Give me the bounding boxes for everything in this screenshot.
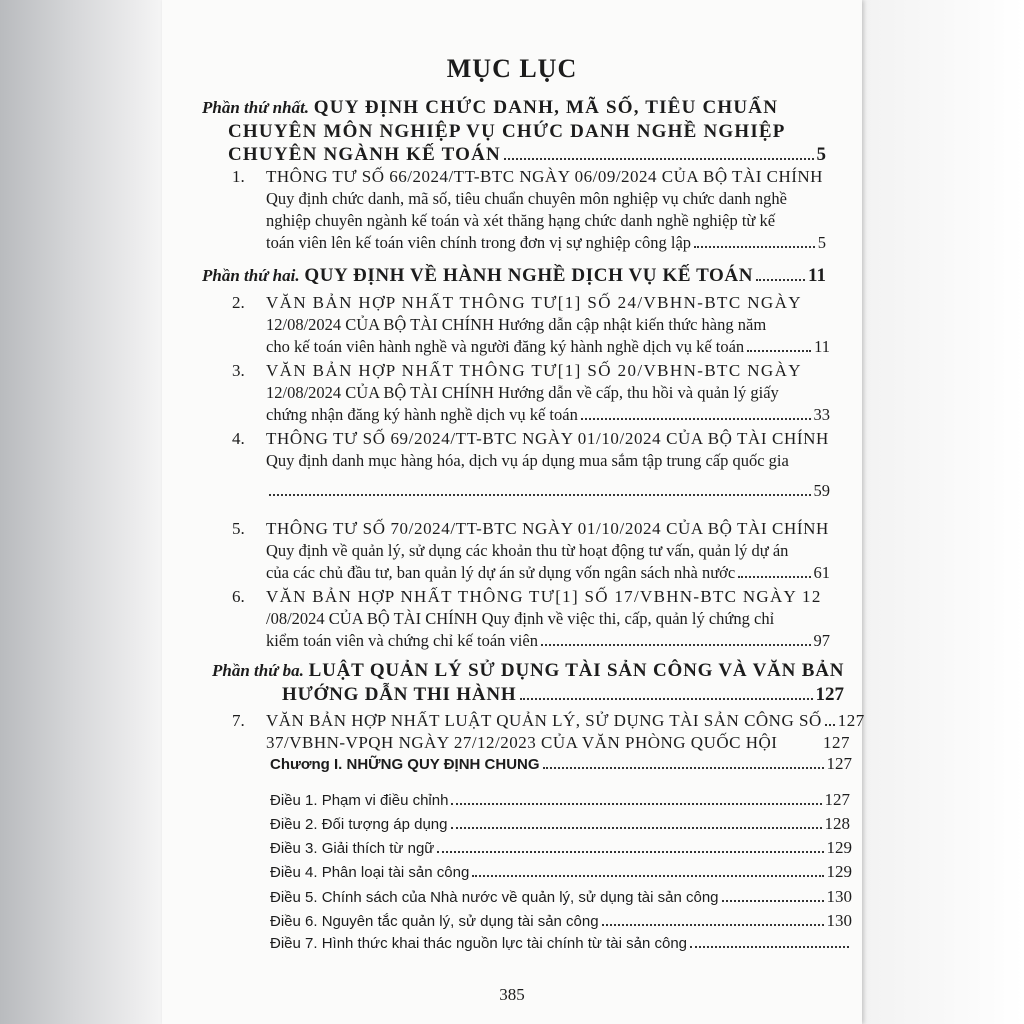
leader-dots — [504, 158, 814, 160]
part-3-title-line-2: HƯỚNG DẪN THI HÀNH — [282, 684, 517, 705]
leader-dots — [472, 875, 823, 877]
part-1-page: 5 — [816, 144, 826, 165]
entry-desc-line: 12/08/2024 CỦA BỘ TÀI CHÍNH Hướng dẫn cập nhật kiến thức hàng năm — [266, 315, 767, 334]
leader-dots — [756, 279, 805, 281]
entry-7-line-2 — [266, 732, 850, 754]
entry-title: THÔNG TƯ SỐ 66/2024/TT-BTC NGÀY 06/09/2024 CỦA BỘ TÀI CHÍNH — [266, 167, 823, 186]
entry-page: 59 — [813, 481, 830, 500]
entry-number: 1. — [232, 167, 245, 186]
article-row[interactable] — [270, 838, 852, 858]
background-right — [862, 0, 1024, 1024]
leader-dots — [581, 418, 811, 420]
part-2-title: QUY ĐỊNH VỀ HÀNH NGHỀ DỊCH VỤ KẾ TOÁN — [304, 265, 754, 286]
leader-dots — [543, 767, 824, 769]
toc-entry-7[interactable] — [232, 710, 865, 754]
part-3-title-line-2-row[interactable] — [282, 684, 844, 706]
part-3-heading — [212, 660, 845, 682]
entry-last-line — [266, 336, 830, 358]
entry-title: VĂN BẢN HỢP NHẤT THÔNG TƯ[1] SỐ 17/VBHN-BTC NGÀY 12 — [266, 587, 822, 606]
leader-dots — [541, 644, 811, 646]
part-1-title-line-2: CHUYÊN MÔN NGHIỆP VỤ CHỨC DANH NGHỀ NGHIỆP — [228, 121, 786, 142]
leader-dots — [722, 900, 824, 902]
article-row[interactable] — [270, 935, 852, 952]
entry-desc-line: chứng nhận đăng ký hành nghề dịch vụ kế toán — [266, 405, 578, 424]
entry-desc-line: nghiệp chuyên ngành kế toán và xét thăng hạng chức danh nghề nghiệp từ kế — [266, 211, 776, 230]
part-1-lead: Phần thứ nhất. — [202, 98, 310, 117]
part-3-lead: Phần thứ ba. — [212, 661, 304, 680]
leader-dots — [451, 827, 822, 829]
toc-entry-6[interactable] — [232, 586, 830, 652]
entry-number: 6. — [232, 587, 245, 606]
article-page: 128 — [824, 814, 850, 833]
chapter-1-page: 127 — [826, 754, 852, 773]
entry-number: 3. — [232, 361, 245, 380]
entry-last-line — [266, 480, 830, 502]
entry-desc-line: cho kế toán viên hành nghề và người đăng ký hành nghề dịch vụ kế toán — [266, 337, 745, 356]
leader-dots — [269, 494, 811, 496]
entry-page: 11 — [814, 337, 830, 356]
entry-desc-line: của các chủ đầu tư, ban quản lý dự án sử dụng vốn ngân sách nhà nước — [266, 563, 736, 582]
article-page: 130 — [826, 911, 852, 930]
article-row[interactable] — [270, 862, 852, 882]
entry-page: 33 — [813, 405, 830, 424]
toc-entry-3[interactable] — [232, 360, 830, 426]
chapter-1-title: Chương I. NHỮNG QUY ĐỊNH CHUNG — [270, 756, 540, 773]
entry-title: VĂN BẢN HỢP NHẤT THÔNG TƯ[1] SỐ 20/VBHN-BTC NGÀY — [266, 361, 802, 380]
part-1-heading — [202, 97, 824, 143]
entry-page: 61 — [813, 563, 830, 582]
entry-title: VĂN BẢN HỢP NHẤT THÔNG TƯ[1] SỐ 24/VBHN-BTC NGÀY — [266, 293, 802, 312]
page-number: 385 — [499, 985, 525, 1004]
entry-desc-line: 12/08/2024 CỦA BỘ TÀI CHÍNH Hướng dẫn về cấp, thu hồi và quản lý giấy — [266, 383, 779, 402]
book-page — [162, 0, 865, 1024]
part-1-title-line-1: QUY ĐỊNH CHỨC DANH, MÃ SỐ, TIÊU CHUẨN — [313, 97, 779, 118]
article-page: 130 — [826, 887, 852, 906]
entry-last-line — [266, 630, 830, 652]
entry-title: THÔNG TƯ SỐ 70/2024/TT-BTC NGÀY 01/10/2024 CỦA BỘ TÀI CHÍNH — [266, 519, 829, 538]
leader-dots — [694, 246, 815, 248]
leader-dots — [825, 724, 835, 726]
entry-number: 4. — [232, 429, 245, 448]
part-1-title-line-3-row[interactable] — [228, 144, 826, 166]
article-label: Điều 5. Chính sách của Nhà nước về quản lý, sử dụng tài sản công — [270, 889, 719, 906]
entry-page: 127 — [837, 711, 865, 730]
article-row[interactable] — [270, 814, 850, 834]
entry-last-line — [266, 562, 830, 584]
article-label: Điều 3. Giải thích từ ngữ — [270, 840, 435, 857]
part-2-lead: Phần thứ hai. — [202, 266, 300, 285]
book-gutter-shadow — [0, 0, 165, 1024]
article-row[interactable] — [270, 911, 852, 931]
entry-number: 5. — [232, 519, 245, 538]
leader-dots — [747, 350, 811, 352]
entry-last-line — [266, 232, 826, 254]
article-page: 127 — [824, 790, 850, 809]
entry-page: 97 — [813, 631, 830, 650]
article-label: Điều 6. Nguyên tắc quản lý, sử dụng tài sản công — [270, 913, 599, 930]
toc-entry-2[interactable] — [232, 292, 830, 358]
entry-desc-line: Quy định danh mục hàng hóa, dịch vụ áp dụng mua sắm tập trung cấp quốc gia — [266, 451, 789, 470]
toc-entry-4[interactable] — [232, 428, 830, 502]
entry-page: 127 — [823, 733, 850, 752]
leader-dots — [451, 803, 821, 805]
entry-last-line — [266, 404, 830, 426]
entry-number: 7. — [232, 711, 245, 730]
leader-dots — [437, 851, 823, 853]
part-1-title-line-3: CHUYÊN NGÀNH KẾ TOÁN — [228, 144, 501, 165]
leader-dots — [690, 946, 849, 948]
toc-entry-1[interactable] — [232, 166, 826, 254]
entry-desc-line: Quy định chức danh, mã số, tiêu chuẩn chuyên môn nghiệp vụ chức danh nghề — [266, 189, 788, 208]
leader-dots — [738, 576, 810, 578]
entry-page: 5 — [817, 233, 826, 252]
entry-title: THÔNG TƯ SỐ 69/2024/TT-BTC NGÀY 01/10/2024 CỦA BỘ TÀI CHÍNH — [266, 429, 829, 448]
entry-number: 2. — [232, 293, 245, 312]
article-label: Điều 4. Phân loại tài sản công — [270, 864, 470, 881]
article-label: Điều 1. Phạm vi điều chỉnh — [270, 792, 449, 809]
toc-entry-5[interactable] — [232, 518, 830, 584]
chapter-1-row[interactable] — [270, 754, 852, 774]
entry-desc-line: toán viên lên kế toán viên chính trong đơn vị sự nghiệp công lập — [266, 233, 692, 252]
part-2-title-wrap — [202, 265, 753, 287]
leader-dots — [520, 698, 813, 700]
article-page: 129 — [826, 838, 852, 857]
entry-7-line-1 — [266, 710, 865, 732]
article-page: 129 — [826, 862, 852, 881]
part-3-title-line-1: LUẬT QUẢN LÝ SỬ DỤNG TÀI SẢN CÔNG VÀ VĂN BẢN — [308, 660, 845, 681]
leader-dots — [602, 924, 824, 926]
part-3-page: 127 — [815, 684, 844, 705]
article-label: Điều 2. Đối tượng áp dụng — [270, 816, 448, 833]
entry-title: VĂN BẢN HỢP NHẤT LUẬT QUẢN LÝ, SỬ DỤNG TÀI SẢN CÔNG SỐ — [266, 711, 822, 730]
part-2-page: 11 — [808, 265, 826, 286]
entry-title: 37/VBHN-VPQH NGÀY 27/12/2023 CỦA VĂN PHÒNG QUỐC HỘI — [266, 733, 778, 752]
part-2-heading[interactable] — [202, 265, 826, 287]
entry-desc-line: kiểm toán viên và chứng chỉ kế toán viên — [266, 631, 538, 650]
article-row[interactable] — [270, 887, 852, 907]
page-title: MỤC LỤC — [446, 54, 578, 83]
article-label: Điều 7. Hình thức khai thác nguồn lực tài chính từ tài sản công — [270, 935, 688, 952]
entry-desc-line: /08/2024 CỦA BỘ TÀI CHÍNH Quy định về việc thi, cấp, quản lý chứng chỉ — [266, 609, 775, 628]
article-row[interactable] — [270, 790, 850, 810]
entry-desc-line: Quy định về quản lý, sử dụng các khoản thu từ hoạt động tư vấn, quản lý dự án — [266, 541, 789, 560]
